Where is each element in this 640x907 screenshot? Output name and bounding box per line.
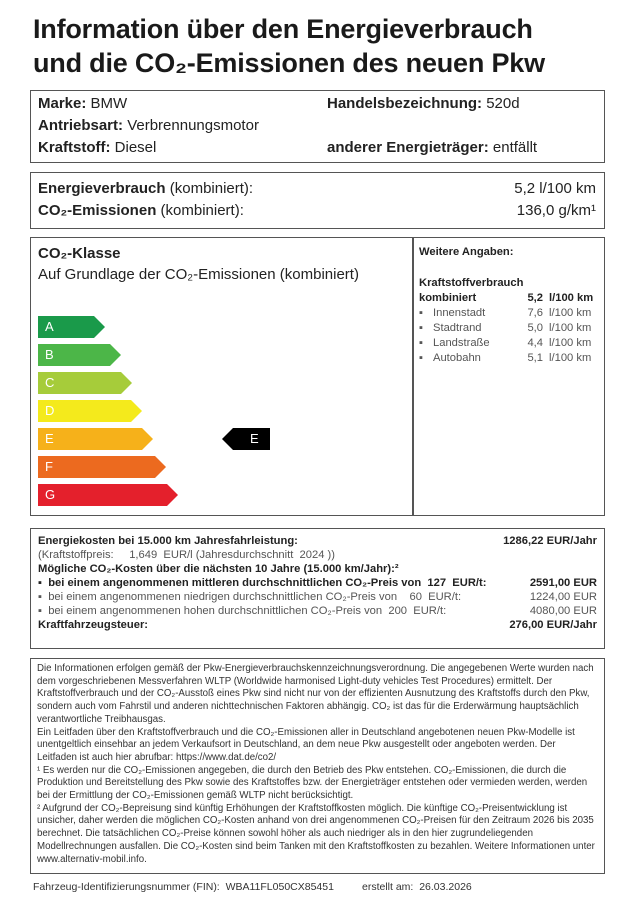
consumption-value: 5,1 bbox=[527, 352, 543, 364]
model-value: 520d bbox=[486, 95, 520, 112]
co2-class-bar-d: D bbox=[38, 400, 131, 422]
co2-emissions-value: 136,0 g/km¹ bbox=[516, 202, 596, 219]
co2-class-box: CO₂-Klasse Auf Grundlage der CO₂-Emissionen (kombiniert) Weitere Angaben: Kraftstoffverbrauch kombiniert 5,2 l/100 km ▪ Innenstadt 7,6 l/100 km ▪ Stadtrand 5,0 l/100 km ▪ Landstraße 4,4 l/100 km ▪ Autobahn 5,1 l/100 km bbox=[30, 237, 605, 516]
bullet-icon: ▪ bbox=[419, 352, 423, 364]
current-class-indicator: E bbox=[222, 428, 270, 450]
bullet-icon: ▪ bbox=[419, 322, 423, 334]
consumption-label: Stadtrand bbox=[433, 322, 482, 334]
consumption-box: Energieverbrauch (kombiniert): 5,2 l/100 km CO₂-Emissionen (kombiniert): 136,0 g/km¹ bbox=[30, 172, 605, 229]
co2-class-bar-b: B bbox=[38, 344, 110, 366]
consumption-value: 7,6 bbox=[527, 307, 543, 319]
kraftstoff-value: Diesel bbox=[114, 139, 157, 156]
co2-class-subheading: Auf Grundlage der CO₂-Emissionen (kombiniert) bbox=[38, 266, 359, 283]
consumption-label: Innenstadt bbox=[433, 307, 486, 319]
page-title: Information über den Energieverbrauch und die CO₂-Emissionen des neuen Pkw bbox=[33, 14, 545, 78]
vehicle-info-box: Marke: BMW Handelsbezeichnung: 520d Antriebsart: Verbrennungsmotor Kraftstoff: Diesel anderer Energieträger: entfällt bbox=[30, 90, 605, 163]
divider bbox=[412, 238, 414, 515]
consumption-unit: l/100 km bbox=[549, 337, 592, 349]
consumption-label: Landstraße bbox=[433, 337, 490, 349]
co2-class-bar-c: C bbox=[38, 372, 121, 394]
bullet-icon: ▪ bbox=[419, 307, 423, 319]
date-value: 26.03.2026 bbox=[419, 881, 472, 893]
energy-cost-value: 1286,22 EUR/Jahr bbox=[503, 535, 597, 547]
consumption-unit: l/100 km bbox=[549, 322, 592, 334]
co2-class-heading: CO₂-Klasse bbox=[38, 245, 121, 262]
co2-class-bar-e: E bbox=[38, 428, 142, 450]
costs-box: Energiekosten bei 15.000 km Jahresfahrleistung: 1286,22 EUR/Jahr (Kraftstoffpreis: 1,649 EUR/l (Jahresdurchschnitt 2024 )) Mögliche CO₂-Kosten über die nächsten 10 Jahre (15.000 km/Jahr):² ▪ bei einem angenommenen mittleren durchschnittlichen CO₂-Preis von 127 EUR/t: 2591,00 EUR ▪ bei einem angenommenen niedrigen durchschnittlichen CO₂-Preis von 60 EUR/t: 1224,00 EUR ▪ bei einem angenommenen hohen durchschnittlichen CO₂-Preis von 200 EUR/t: 4080,00 EUR Kraftfahrzeugsteuer: 276,00 EUR/Jahr bbox=[30, 528, 605, 649]
energy-consumption-value: 5,2 l/100 km bbox=[514, 180, 596, 197]
consumption-unit: l/100 km bbox=[549, 307, 592, 319]
bullet-icon: ▪ bbox=[419, 337, 423, 349]
consumption-value: 4,4 bbox=[527, 337, 543, 349]
co2-class-bar-a: A bbox=[38, 316, 94, 338]
arrow-left-icon bbox=[222, 428, 270, 450]
consumption-label: Autobahn bbox=[433, 352, 481, 364]
anderer-value: entfällt bbox=[492, 139, 538, 156]
antriebsart-value: Verbrennungsmotor bbox=[127, 117, 259, 134]
consumption-unit: l/100 km bbox=[549, 352, 592, 364]
marke-value: BMW bbox=[90, 95, 128, 112]
co2-class-bar-f: F bbox=[38, 456, 155, 478]
consumption-value: 5,0 bbox=[527, 322, 543, 334]
fineprint-box: Die Informationen erfolgen gemäß der Pkw-Energieverbrauchskennzeichnungsverordnung. Die angegebenen Werte wurden nach dem vorgeschriebenen Messverfahren WLTP (Worldwide harmonised Light-duty vehicles Test Procedures) ermittelt. Der Kraftstoffverbrauch und der CO₂-Ausstoß eines Pkw sind nicht nur von der effizienten Ausnutzung des Kraftstoffs durch den Pkw, sondern auch vom Fahrstil und anderen nichttechnischen Faktoren abhängig. CO₂ ist das für die Erderwärmung hauptsächlich verantwortliche Treibhausgas. Ein Leitfaden über den Kraftstoffverbrauch und die CO₂-Emissionen aller in Deutschland angebotenen neuen Pkw-Modelle ist unentgeltlich einsehbar an jedem Verkaufsort in Deutschland, an dem neue Pkw ausgestellt oder angeboten werden. Der Leitfaden ist auch hier abrufbar: https://www.dat.de/co2/ ¹ Es werden nur die CO₂-Emissionen angegeben, die durch den Betrieb des Pkw entstehen. CO₂-Emissionen, die durch die Produktion und Bereitstellung des Pkw sowie des Kraftstoffes bzw. der Energieträger entstehen oder vermieden werden, werden bei der Ermittlung der CO₂-Emissionen gemäß WLTP nicht berücksichtigt. ² Aufgrund der CO₂-Bepreisung sind künftig Erhöhungen der Kraftstoffkosten möglich. Die künftige CO₂-Preisentwicklung ist unsicher, daher werden die möglichen CO₂-Kosten anhand von drei angenommenen CO₂-Preisen für den Zeitraum 2026 bis 2035 berechnet. Die tatsächlichen CO₂-Preise können sowohl höher als auch niedriger als in den hier zugrundeliegenden Modellrechnungen ausfallen. Die CO₂-Kosten sind beim Tanken mit den Kraftstoffkosten zu bezahlen. Weitere Informationen unter www.alternativ-mobil.info. bbox=[30, 658, 605, 874]
co2-class-bar-g: G bbox=[38, 484, 167, 506]
tax-value: 276,00 EUR/Jahr bbox=[509, 619, 597, 631]
fin-value: WBA11FL050CX85451 bbox=[225, 881, 334, 893]
